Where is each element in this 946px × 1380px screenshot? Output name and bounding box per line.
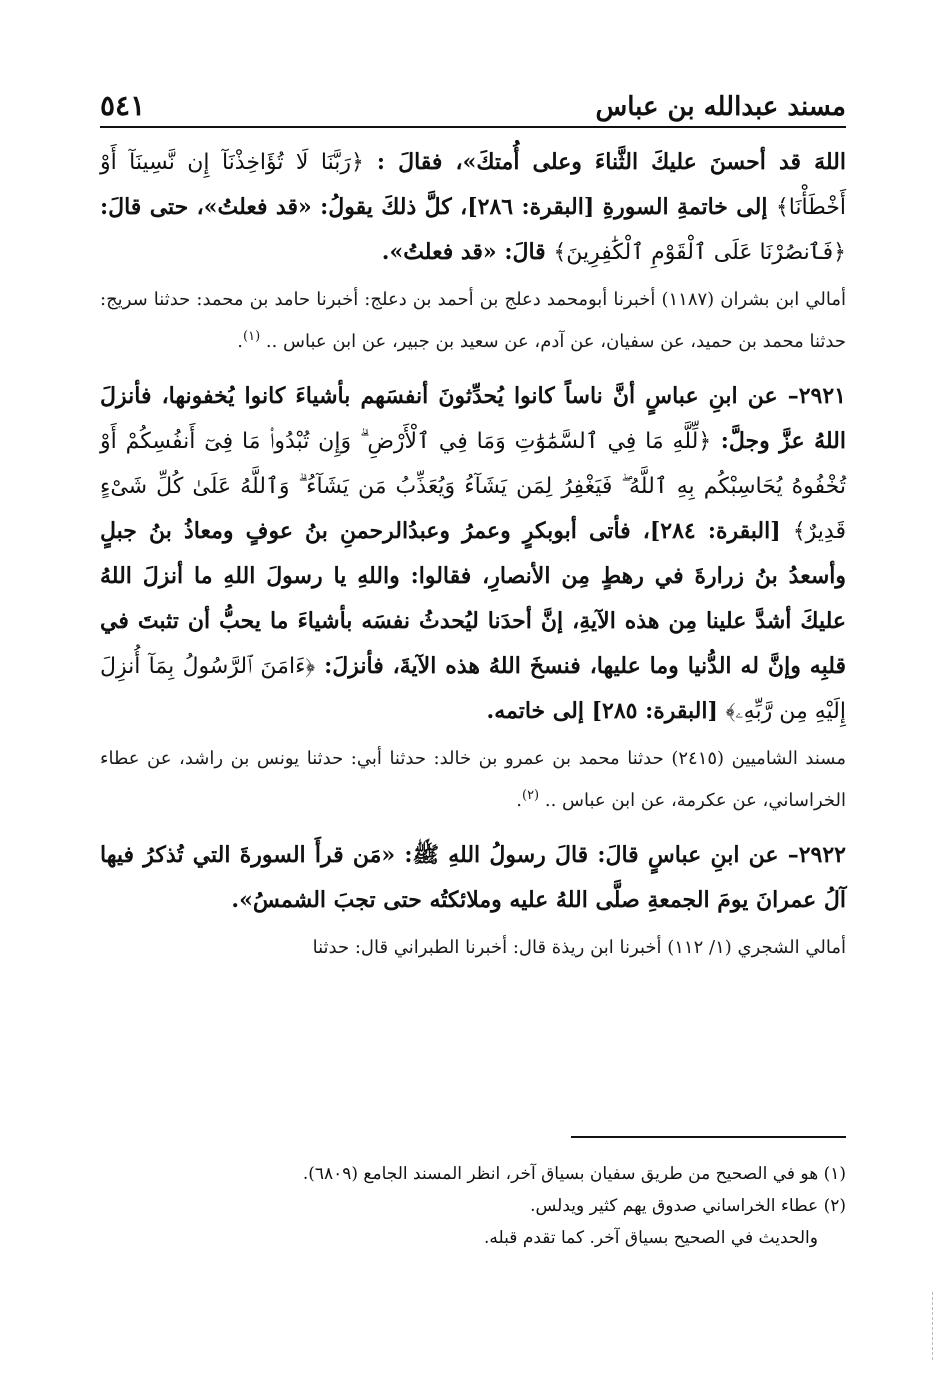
footnotes — [100, 1158, 846, 1254]
hadith-text: [البقرة: ٢٨٥] إلى خاتمه. — [486, 698, 726, 724]
hadith-number: ٢٩٢٢– — [778, 842, 846, 868]
hadith-text: [البقرة: ٢٨٤]، فأتى أبوبكرٍ وعمرُ وعبدُالرحمنِ بنُ عوفٍ ومعاذُ بنُ جبلٍ وأسعدُ بنُ زرارةَ في رهطٍ مِن الأنصارِ، فقالوا: واللهِ يا رسولَ اللهِ ما أنزلَ اللهُ عليكَ أشدَّ علينا مِن هذه الآيةِ، إنَّ أحدَنا ليُحدثُ نفسَه بأشياءَ ما يحبُّ أن تثبتَ في قلبِه وإنَّ له الدُّنيا وما عليها، فنسخَ اللهُ هذه الآيةَ، فأنزلَ: — [100, 518, 847, 679]
hadith-2922 — [100, 833, 846, 923]
footnote-ref[interactable]: (١) — [243, 329, 261, 344]
hadith-2921 — [100, 374, 846, 734]
quran-verse: ﴿ءَامَنَ ٱلرَّسُولُ بِمَآ أُنزِلَ إِلَيْهِ مِن رَّبِّهِۦ﴾ — [100, 654, 846, 724]
quran-verse: ﴿رَبَّنَا لَا تُؤَاخِذْنَآ إِن نَّسِينَآ أَوْ أَخْطَأْنَا﴾ — [100, 150, 846, 220]
running-title: مسند عبدالله بن عباس — [595, 92, 846, 122]
citation-text: أمالي ابن بشران (١١٨٧) أخبرنا أبومحمد دعلج بن أحمد بن دعلج: أخبرنا حامد بن محمد: حدثنا سريج: حدثنا محمد بن حميد، عن سفيان، عن آدم، عن سعيد بن جبير، عن ابن عباس .. — [100, 289, 847, 352]
source-citation: مسند الشاميين (٢٤١٥) حدثنا محمد بن عمرو بن خالد: حدثنا أبي: حدثنا يونس بن راشد، عن عطاء الخراساني، عن عكرمة، عن ابن عباس .. $^{(٢)}$. — [100, 748, 846, 811]
hadith-text: عن ابنِ عباسٍ قالَ: قالَ رسولُ اللهِ ﷺ: «مَن قرأَ السورةَ التي تُذكرُ فيها آلُ عمرانَ يومَ الجمعةِ صلَّى اللهُ عليه وملائكتُه حتى تجبَ الشمسُ». — [100, 842, 846, 913]
citation-text: مسند الشاميين (٢٤١٥) حدثنا محمد بن عمرو بن خالد: حدثنا أبي: حدثنا يونس بن راشد، عن عطاء الخراساني، عن عكرمة، عن ابن عباس .. — [100, 748, 846, 811]
hadith-number: ٢٩٢١– — [777, 383, 846, 409]
quran-verse: ﴿فَٱنصُرْنَا عَلَى ٱلْقَوْمِ ٱلْكَٰفِرِينَ﴾ — [553, 240, 846, 265]
page-number: ٥٤١ — [100, 89, 146, 122]
page-header — [100, 78, 846, 122]
scan-margin-mark — [932, 1292, 934, 1360]
source-citation — [100, 929, 846, 966]
hadith-text: اللهَ قد أحسنَ عليكَ الثَّناءَ وعلى أُمتكَ»، فقالَ : — [363, 149, 846, 175]
header-rule — [100, 126, 846, 128]
footnote-2: (٢) عطاء الخراساني صدوق يهم كثير ويدلس. — [530, 1196, 846, 1216]
footnote-ref[interactable]: (٢) — [521, 788, 540, 803]
footnote-2-continuation: والحديث في الصحيح بسياق آخر. كما تقدم قبله. — [484, 1228, 818, 1248]
citation-text: أمالي الشجري (١/ ١١٢) أخبرنا ابن ريذة قال: أخبرنا الطبراني قال: حدثنا — [312, 937, 846, 958]
footnote-rule — [571, 1136, 846, 1138]
hadith-text: عن ابنِ عباسٍ أنَّ ناساً كانوا يُحدِّثونَ أنفسَهم بأشياءَ كانوا يُخفونها، فأنزلَ اللهُ عزَّ وجلَّ: — [100, 383, 846, 454]
footnote-1: (١) هو في الصحيح من طريق سفيان بسياق آخر، انظر المسند الجامع (٦٨٠٩). — [302, 1164, 846, 1184]
source-citation: أمالي ابن بشران (١١٨٧) أخبرنا أبومحمد دعلج بن أحمد بن دعلج: أخبرنا حامد بن محمد: حدثنا سريج: حدثنا محمد بن حميد، عن سفيان، عن آدم، عن سعيد بن جبير، عن ابن عباس .. $^{(١)}$. — [100, 289, 847, 352]
hadith-text: إلى خاتمةِ السورةِ [البقرة: ٢٨٦]، كلَّ ذلكَ يقولُ: «قد فعلتُ»، حتى قالَ: — [100, 194, 776, 220]
page-body — [100, 140, 846, 980]
hadith-text: قالَ: «قد فعلتُ». — [381, 239, 554, 265]
quran-verse: ﴿لِّلَّهِ مَا فِي ٱلسَّمَٰوَٰتِ وَمَا فِي ٱلْأَرْضِ ۗ وَإِن تُبْدُوا۟ مَا فِىٓ أَنفُسِكُمْ أَوْ تُخْفُوهُ يُحَاسِبْكُم بِهِ ٱللَّهُ ۖ فَيَغْفِرُ لِمَن يَشَآءُ وَيُعَذِّبُ مَن يَشَآءُ ۗ وَٱللَّهُ عَلَىٰ كُلِّ شَىْءٍ قَدِيرٌ﴾ — [100, 429, 846, 544]
hadith-continuation — [100, 140, 846, 275]
